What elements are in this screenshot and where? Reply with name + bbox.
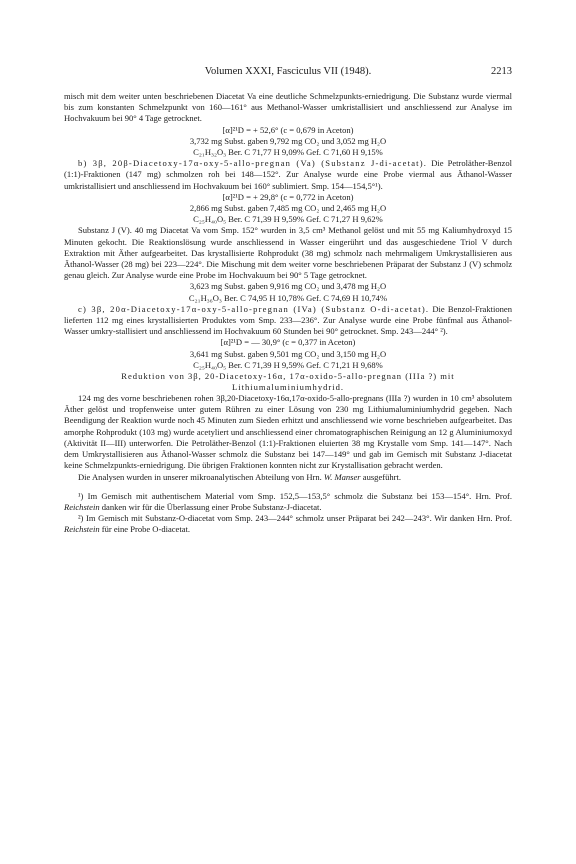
person-name: W. Manser (323, 471, 361, 482)
compound-heading: b) 3β, 20β-Diacetoxy-17α-oxy-5-allo-pregnan (Va) (Substanz J-di-acetat). (78, 158, 428, 169)
paragraph-text: ausgeführt. (360, 471, 401, 482)
paragraph: 124 mg des vorne beschriebenen rohen 3β,20-Diacetoxy-16α,17α-oxido-5-allo-pregnans (IIIa ?) wurden in 10 cm³ absolutem Äther gelöst und tropfenweise unter gutem Rühren zu einer Lösung von 230 mg Lithiumaluminiumhydrid gegeben. Nach Beendigung der Reaktion wurde noch 45 Minuten zum Sieden erhitzt und anschliessend wie vorne beschrieben aufgearbeitet. Das amorphe Rohprodukt (103 mg) wurde acetyliert und anschliessend einer chromatographischen Reinigung an 12 g Aluminiumoxyd (Aktivität II—III) unterworfen. Die Petroläther-Benzol (1:1)-Fraktionen eluierten 38 mg Krystalle vom Smp. 141—147°. Nach dem Umkrystallisieren aus Äthanol-Wasser schmolz die Substanz bei 147—149° und gab im Gemisch mit Substanz J-diacetat keine Schmelzpunkts-erniedrigung. Die übrigen Fraktionen konnten nicht zur Krystallisation gebracht werden. (64, 393, 512, 471)
compound-heading: c) 3β, 20α-Diacetoxy-17α-oxy-5-allo-pregnan (IVa) (Substanz O-di-acetat). (78, 303, 430, 314)
optical-rotation: [α]²¹D = — 30,9° (c = 0,377 in Aceton) (220, 337, 356, 348)
person-name: Reichstein (64, 524, 100, 535)
paragraph (64, 158, 512, 192)
analysis-line: 3,641 mg Subst. gaben 9,501 mg CO₂ und 3,150 mg H₂O (189, 348, 387, 359)
paragraph-text: Die Petroläther-Benzol (1:1)-Fraktionen (147 mg) schmolzen roh bei 148—152°. Zur Analyse wurde eine Probe viermal aus Äthanol-Wasser umkristallisiert und anschliessend im Hochvakuum bei 160° sublimiert. Smp. 154—154,5°¹). (64, 158, 513, 191)
running-header (64, 66, 512, 80)
footnote-text: danken wir für die Überlassung einer Probe Substanz-J-diacetat. (99, 501, 322, 512)
person-name: Reichstein (64, 501, 100, 512)
analysis-line: C₂₁H₃₂O₃ Ber. C 71,77 H 9,09% Gef. C 71,60 H 9,15% (193, 147, 383, 158)
journal-title: Volumen XXXI, Fasciculus VII (1948). (204, 66, 372, 77)
footnote (64, 491, 512, 513)
footnote-text: für eine Probe O-diacetat. (99, 524, 191, 535)
footnote (64, 513, 512, 535)
page-number: 2213 (491, 66, 512, 77)
section-heading: Reduktion von 3β, 20-Diacetoxy-16α, 17α-oxido-5-allo-pregnan (IIIa ?) mit Lithiumaluminiumhydrid. (121, 371, 455, 393)
paragraph: misch mit dem weiter unten beschriebenen Diacetat Va eine deutliche Schmelzpunkts-erniedrigung. Die Substanz wurde viermal bis zum konstanten Schmelzpunkt von 160—161° aus Methanol-Wasser umkristallisiert und anschliessend zur Analyse im Hochvakuum bei 90° 4 Tage getrocknet. (64, 91, 512, 124)
footnote-text: ¹) Im Gemisch mit authentischem Material vom Smp. 152,5—153,5° schmolz die Substanz bei 153—154°. Hrn. Prof. (78, 490, 512, 501)
footnotes (64, 491, 512, 536)
analysis-line: 3,732 mg Subst. gaben 9,792 mg CO₂ und 3,052 mg H₂O (189, 135, 387, 146)
optical-rotation: [α]²¹D = + 29,8° (c = 0,772 in Aceton) (222, 191, 354, 202)
analysis-line: C₂₅H₄₀O₅ Ber. C 71,39 H 9,59% Gef. C 71,27 H 9,62% (193, 214, 383, 225)
paragraph (64, 304, 512, 338)
footnote-text: ²) Im Gemisch mit Substanz-O-diacetat vom Smp. 243—244° schmolz unser Präparat bei 242—243°. Wir danken Hrn. Prof. (78, 513, 512, 524)
optical-rotation: [α]²¹D = + 52,6° (c = 0,679 in Aceton) (222, 124, 354, 135)
main-text (64, 91, 512, 536)
paragraph-text: Die Analysen wurden in unserer mikroanalytischen Abteilung von Hrn. (78, 471, 324, 482)
analysis-line: C₂₁H₃₆O₃ Ber. C 74,95 H 10,78% Gef. C 74,69 H 10,74% (188, 292, 388, 303)
analysis-line: C₂₅H₄₀O₅ Ber. C 71,39 H 9,59% Gef. C 71,21 H 9,68% (193, 359, 383, 370)
analysis-line: 2,866 mg Subst. gaben 7,485 mg CO₂ und 2,465 mg H₂O (189, 203, 387, 214)
paragraph (64, 472, 512, 483)
analysis-line: 3,623 mg Subst. gaben 9,916 mg CO₂ und 3,478 mg H₂O (189, 281, 387, 292)
paragraph: Substanz J (V). 40 mg Diacetat Va vom Smp. 152° wurden in 3,5 cm³ Methanol gelöst und mit 55 mg Kaliumhydroxyd 15 Minuten gekocht. Die Reaktionslösung wurde anschliessend in Wasser eingerührt und das ausgeschiedene Triol V durch Extraktion mit Äther aufgearbeitet. Das krystallisierte Rohprodukt (38 mg) schmolz nach mehrmaligem Umkrystallisieren aus Äthanol-Wasser (28 mg) bei 223—224°. Die Mischung mit dem weiter vorne beschriebenen Präparat der Substanz J (V) schmolz genau gleich. Zur Analyse wurde eine Probe im Hochvakuum bei 90° 5 Tage getrocknet. (64, 225, 512, 281)
paragraph-text: Die Benzol-Fraktionen lieferten 112 mg eines krystallisierten Produktes vom Smp. 233—236°. Zur Analyse wurde eine Probe fünfmal aus Äthanol-Wasser umkry-stallisiert und anschliessend im Hochvakuum 60 Stunden bei 90° getrocknet. Smp. 243—244° ²). (64, 303, 512, 337)
